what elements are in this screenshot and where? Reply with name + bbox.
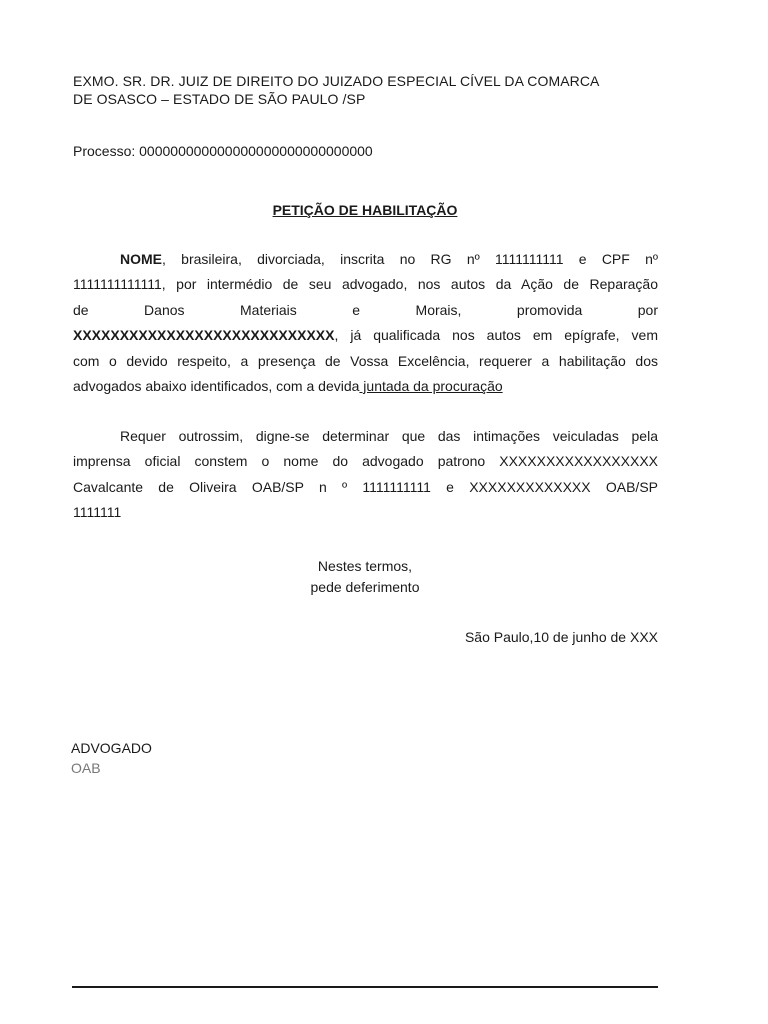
- closing-line-2: pede deferimento: [310, 579, 420, 595]
- p2-line-1: Requer outrossim, digne-se determinar que das intimações veiculadas pela: [120, 428, 658, 444]
- p1-line-4: XXXXXXXXXXXXXXXXXXXXXXXXXXXX, já qualificada nos autos em epígrafe, vem: [73, 327, 658, 344]
- p2-line-4: 1111111: [73, 504, 122, 521]
- closing-line-1: Nestes termos,: [317, 558, 413, 574]
- lawyer-name: ADVOGADO: [71, 740, 152, 756]
- place-and-date: São Paulo,10 de junho de XXX: [464, 629, 658, 645]
- p2-line-3: Cavalcante de Oliveira OAB/SP n º 1111111111 e XXXXXXXXXXXXX OAB/SP: [73, 478, 658, 495]
- document-title: PETIÇÃO DE HABILITAÇÃO: [272, 202, 458, 218]
- p1-line-3: de Danos Materiais e Morais, promovida por: [73, 301, 658, 318]
- header-line-1: EXMO. SR. DR. JUIZ DE DIREITO DO JUIZADO ESPECIAL CÍVEL DA COMARCA: [73, 73, 600, 89]
- paragraph-1: [73, 247, 658, 399]
- header-line-2: DE OSASCO – ESTADO DE SÃO PAULO /SP: [73, 91, 366, 107]
- procuration-link-text: juntada da procuração: [359, 377, 503, 394]
- p1-line-5: com o devido respeito, a presença de Vossa Excelência, requerer a habilitação dos: [73, 352, 658, 369]
- p1-line-2: 1111111111111, por intermédio de seu advogado, nos autos da Ação de Reparação: [73, 276, 658, 293]
- opposing-party-name: XXXXXXXXXXXXXXXXXXXXXXXXXXXX: [73, 327, 335, 344]
- p2-line-2: imprensa oficial constem o nome do advogado patrono XXXXXXXXXXXXXXXXX: [73, 453, 658, 470]
- p1-line-6: advogados abaixo identificados, com a devida juntada da procuração: [73, 377, 503, 394]
- footer-divider: [72, 986, 658, 988]
- paragraph-2: [73, 424, 658, 526]
- court-address-header: [73, 72, 658, 108]
- signature-block: [71, 738, 152, 778]
- lawyer-oab: OAB: [71, 760, 101, 776]
- process-number: Processo: 000000000000000000000000000000: [73, 143, 373, 159]
- closing-formula: [0, 556, 730, 598]
- client-name-label: NOME: [120, 251, 162, 267]
- p1-line-1: NOME, brasileira, divorciada, inscrita no RG nº 1111111111 e CPF nº: [120, 251, 658, 267]
